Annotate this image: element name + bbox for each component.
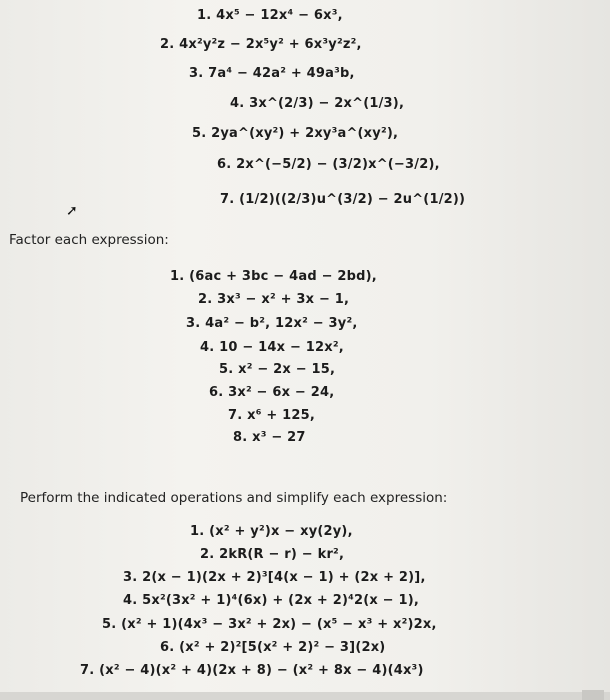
simplify-item-3: 3. 7a⁴ − 42a² + 49a³b, <box>189 66 355 81</box>
operations-item-2: 2. 2kR(R − r) − kr², <box>200 547 345 562</box>
simplify-item-2: 2. 4x²y²z − 2x⁵y² + 6x³y²z², <box>160 37 362 52</box>
operations-item-3: 3. 2(x − 1)(2x + 2)³[4(x − 1) + (2x + 2)], <box>123 570 426 585</box>
simplify-item-1: 1. 4x⁵ − 12x⁴ − 6x³, <box>197 8 343 23</box>
factor-item-6: 6. 3x² − 6x − 24, <box>209 385 335 400</box>
factor-item-2: 2. 3x³ − x² + 3x − 1, <box>198 292 350 307</box>
operations-heading: Perform the indicated operations and simplify each expression: <box>20 490 448 506</box>
simplify-item-6: 6. 2x^(−5/2) − (3/2)x^(−3/2), <box>217 157 440 172</box>
operations-item-4: 4. 5x²(3x² + 1)⁴(6x) + (2x + 2)⁴2(x − 1), <box>123 593 420 608</box>
factor-heading: Factor each expression: <box>9 232 169 248</box>
factor-item-8: 8. x³ − 27 <box>233 430 306 445</box>
factor-item-1: 1. (6ac + 3bc − 4ad − 2bd), <box>170 269 377 284</box>
corner-tab <box>582 690 604 700</box>
operations-item-6: 6. (x² + 2)²[5(x² + 2)² − 3](2x) <box>160 640 386 655</box>
factor-item-7: 7. x⁶ + 125, <box>228 408 316 423</box>
operations-item-1: 1. (x² + y²)x − xy(2y), <box>190 524 353 539</box>
cursor-arrow-icon: ➚ <box>66 203 78 219</box>
simplify-item-7: 7. (1/2)((2/3)u^(3/2) − 2u^(1/2)) <box>220 192 466 207</box>
simplify-item-4: 4. 3x^(2/3) − 2x^(1/3), <box>230 96 405 111</box>
operations-item-5: 5. (x² + 1)(4x³ − 3x² + 2x) − (x⁵ − x³ + x²)2x, <box>102 617 437 632</box>
factor-item-5: 5. x² − 2x − 15, <box>219 362 336 377</box>
factor-item-4: 4. 10 − 14x − 12x², <box>200 340 344 355</box>
simplify-item-5: 5. 2ya^(xy²) + 2xy³a^(xy²), <box>192 126 399 141</box>
operations-item-7: 7. (x² − 4)(x² + 4)(2x + 8) − (x² + 8x − 4)(4x³) <box>80 663 424 678</box>
factor-item-3: 3. 4a² − b², 12x² − 3y², <box>186 316 358 331</box>
bottom-edge <box>0 692 610 700</box>
